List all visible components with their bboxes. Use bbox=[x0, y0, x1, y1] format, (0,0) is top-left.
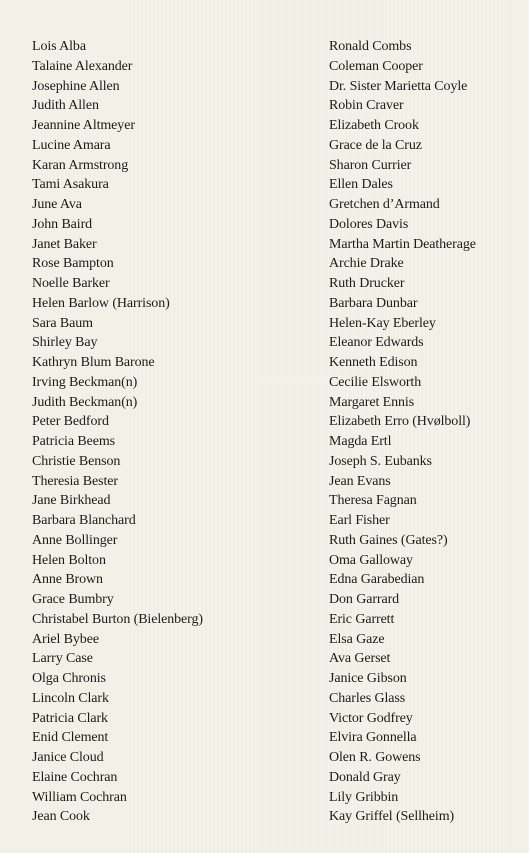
name-entry: Ellen Dales bbox=[329, 177, 393, 193]
name-entry: Ruth Drucker bbox=[329, 276, 405, 291]
name-entry: Grace de la Cruz bbox=[329, 137, 422, 153]
name-entry: Ruth Gaines (Gates?) bbox=[329, 532, 448, 548]
name-entry: Noelle Barker bbox=[32, 276, 110, 291]
name-entry: Anne Bollinger bbox=[32, 532, 118, 548]
name-entry: Enid Clement bbox=[32, 730, 109, 746]
name-entry: Donald Gray bbox=[329, 769, 401, 785]
name-entry: Magda Ertl bbox=[329, 434, 392, 449]
name-entry: Jane Birkhead bbox=[32, 493, 111, 509]
name-entry: Earl Fisher bbox=[329, 513, 390, 528]
name-entry: Lincoln Clark bbox=[32, 690, 109, 706]
name-entry: June Ava bbox=[32, 197, 82, 212]
name-entry: Janice Cloud bbox=[32, 750, 104, 765]
name-entry: Christabel Burton (Bielenberg) bbox=[32, 611, 203, 627]
name-entry: Barbara Blanchard bbox=[32, 513, 136, 528]
name-entry: Elizabeth Erro (Hvølboll) bbox=[329, 414, 471, 430]
name-entry: William Cochran bbox=[32, 789, 127, 805]
name-entry: Patricia Clark bbox=[32, 710, 108, 726]
name-entry: Patricia Beems bbox=[32, 434, 115, 449]
name-entry: Irving Beckman(n) bbox=[32, 374, 138, 390]
name-entry: Grace Bumbry bbox=[32, 592, 114, 607]
name-entry: Peter Bedford bbox=[32, 414, 109, 430]
name-entry: Kathryn Blum Barone bbox=[32, 355, 155, 370]
name-entry: Robin Craver bbox=[329, 98, 404, 114]
name-entry: Judith Beckman(n) bbox=[32, 394, 138, 410]
right-name-column bbox=[329, 37, 527, 827]
name-entry: Ariel Bybee bbox=[32, 631, 99, 647]
name-entry: Jean Evans bbox=[329, 473, 391, 489]
name-entry: Janice Gibson bbox=[329, 671, 407, 686]
name-entry: Rose Bampton bbox=[32, 256, 114, 272]
name-entry: Don Garrard bbox=[329, 592, 400, 607]
name-entry: Janet Baker bbox=[32, 236, 97, 252]
name-entry: Lucine Amara bbox=[32, 137, 111, 153]
name-entry: Talaine Alexander bbox=[32, 58, 133, 74]
name-entry: Margaret Ennis bbox=[329, 394, 415, 410]
name-entry: Edna Garabedian bbox=[329, 572, 425, 588]
name-entry: Anne Brown bbox=[32, 572, 103, 588]
name-entry: Martha Martin Deatherage bbox=[329, 236, 476, 252]
name-entry: Victor Godfrey bbox=[329, 710, 413, 726]
name-entry: Lois Alba bbox=[32, 39, 86, 54]
name-entry: Eric Garrett bbox=[329, 611, 395, 627]
name-entry: Helen-Kay Eberley bbox=[329, 315, 436, 331]
name-entry: Kay Griffel (Sellheim) bbox=[329, 809, 455, 825]
name-entry: Lily Gribbin bbox=[329, 789, 399, 805]
name-entry: Sharon Currier bbox=[329, 157, 412, 173]
name-entry: Theresa Fagnan bbox=[329, 493, 417, 509]
name-entry: Barbara Dunbar bbox=[329, 295, 418, 311]
name-entry: Helen Bolton bbox=[32, 552, 106, 568]
name-entry: Elizabeth Crook bbox=[329, 118, 419, 133]
name-entry: Dr. Sister Marietta Coyle bbox=[329, 78, 468, 94]
name-entry: Helen Barlow (Harrison) bbox=[32, 295, 170, 311]
name-entry: Christie Benson bbox=[32, 453, 121, 469]
name-entry: Elvira Gonnella bbox=[329, 730, 417, 746]
name-entry: Ava Gerset bbox=[329, 651, 391, 667]
name-entry: Coleman Cooper bbox=[329, 58, 423, 74]
name-entry: Theresia Bester bbox=[32, 473, 118, 489]
name-entry: Dolores Davis bbox=[329, 216, 409, 232]
name-entry: Ronald Combs bbox=[329, 39, 412, 54]
name-entry: Olen R. Gowens bbox=[329, 750, 421, 765]
name-entry: Gretchen d’Armand bbox=[329, 197, 440, 212]
name-entry: Cecilie Elsworth bbox=[329, 374, 422, 390]
name-entry: Judith Allen bbox=[32, 98, 99, 114]
name-entry: Eleanor Edwards bbox=[329, 335, 424, 351]
name-entry: Olga Chronis bbox=[32, 671, 106, 686]
name-entry: Karan Armstrong bbox=[32, 157, 129, 173]
name-entry: Charles Glass bbox=[329, 690, 406, 706]
name-entry: Tami Asakura bbox=[32, 177, 109, 193]
name-entry: Elaine Cochran bbox=[32, 769, 118, 785]
name-entry: Jeannine Altmeyer bbox=[32, 118, 135, 133]
name-entry: Jean Cook bbox=[32, 809, 90, 825]
name-entry: Shirley Bay bbox=[32, 335, 98, 351]
name-entry: Joseph S. Eubanks bbox=[329, 453, 432, 469]
name-entry: John Baird bbox=[32, 216, 93, 232]
name-entry: Oma Galloway bbox=[329, 552, 413, 568]
name-entry: Josephine Allen bbox=[32, 78, 120, 94]
left-name-column bbox=[32, 37, 312, 827]
name-entry: Sara Baum bbox=[32, 315, 93, 331]
name-entry: Archie Drake bbox=[329, 256, 404, 272]
name-entry: Larry Case bbox=[32, 651, 93, 667]
name-entry: Elsa Gaze bbox=[329, 631, 385, 647]
name-entry: Kenneth Edison bbox=[329, 355, 418, 370]
